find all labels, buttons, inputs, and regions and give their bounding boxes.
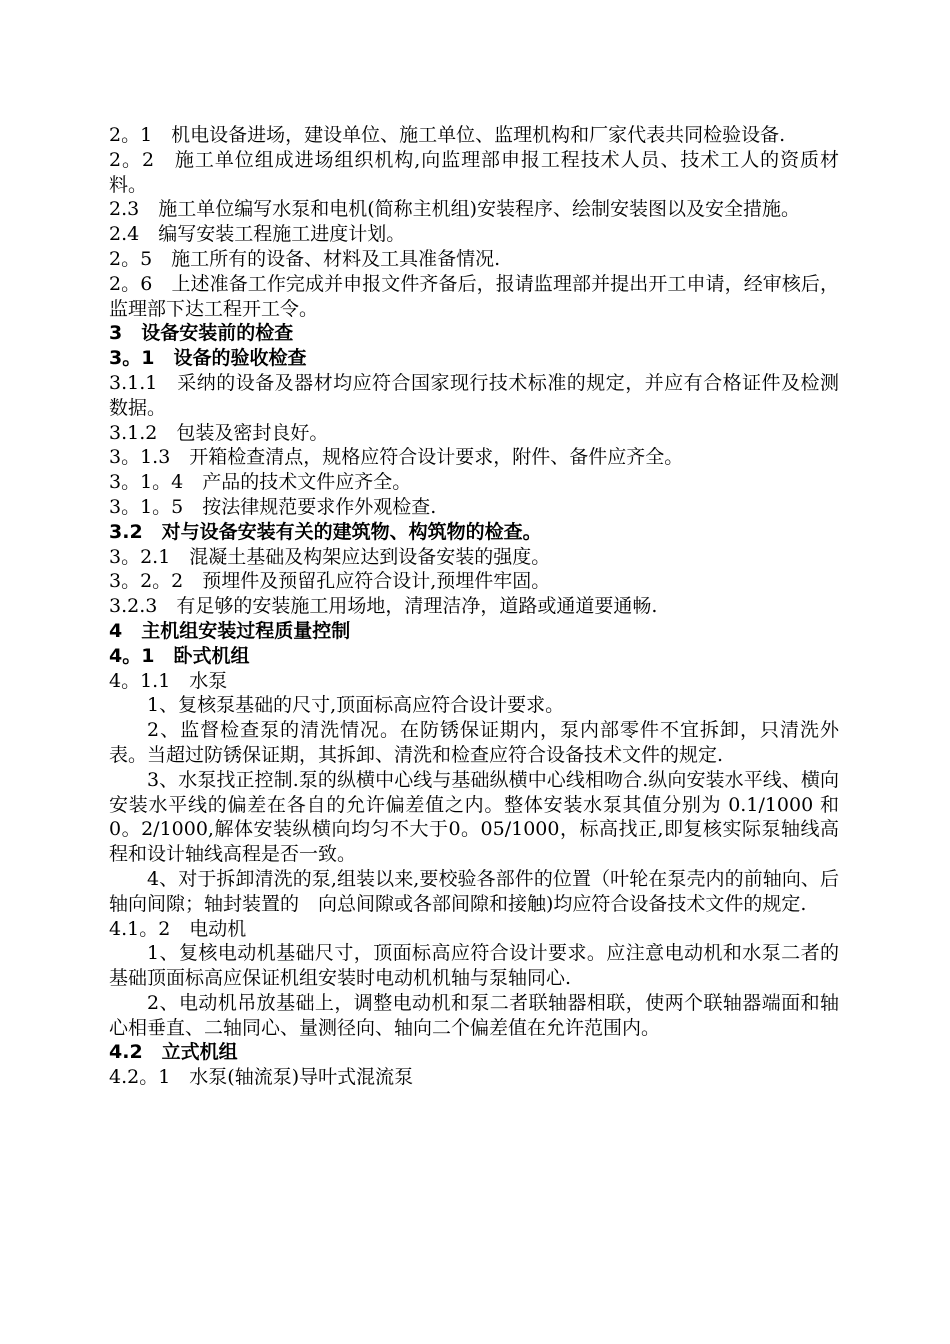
paragraph: 3.2 对与设备安装有关的建筑物、构筑物的检查。 [109,520,542,543]
paragraph: 3。1。5 按法律规范要求作外观检查. [109,495,437,518]
paragraph: 2。5 施工所有的设备、材料及工具准备情况. [109,247,501,270]
paragraph: 2.3 施工单位编写水泵和电机(简称主机组)安装程序、绘制安装图以及安全措施。 [109,198,801,221]
paragraph: 2、电动机吊放基础上，调整电动机和泵二者联轴器相联，使两个联轴器端面和轴心相垂直、二轴同心、量测径向、轴向二个偏差值在允许范围内。 [109,991,839,1039]
paragraph: 3。2.1 混凝土基础及构架应达到设备安装的强度。 [109,545,551,568]
paragraph: 3。1。4 产品的技术文件应齐全。 [109,471,412,494]
paragraph: 1、复核电动机基础尺寸，顶面标高应符合设计要求。应注意电动机和水泵二者的基础顶面标高应保证机组安装时电动机机轴与泵轴同心. [109,942,839,990]
paragraph: 4。1.1 水泵 [109,669,228,692]
paragraph: 2。2 施工单位组成进场组织机构,向监理部申报工程技术人员、技术工人的资质材料。 [109,148,839,196]
paragraph: 3 设备安装前的检查 [109,322,294,345]
paragraph: 3.2.3 有足够的安装施工用场地，清理洁净，道路或通道要通畅. [109,595,658,618]
document-body [109,123,839,1090]
paragraph: 3.1.1 采纳的设备及器材均应符合国家现行技术标准的规定，并应有合格证件及检测数据。 [109,371,839,419]
paragraph: 3。2。2 预埋件及预留孔应符合设计,预埋件牢固。 [109,570,551,593]
paragraph: 3.1.2 包装及密封良好。 [109,421,329,444]
paragraph: 1、复核泵基础的尺寸,顶面标高应符合设计要求。 [147,694,565,717]
paragraph: 3。1.3 开箱检查清点，规格应符合设计要求，附件、备件应齐全。 [109,446,684,469]
paragraph: 2.4 编写安装工程施工进度计划。 [109,223,406,246]
paragraph: 2。6 上述准备工作完成并申报文件齐备后，报请监理部并提出开工申请，经审核后，监理部下达工程开工令。 [109,272,839,320]
paragraph: 3。1 设备的验收检查 [109,347,307,370]
paragraph: 4.2 立式机组 [109,1041,238,1064]
paragraph: 4、对于拆卸清洗的泵,组装以来,要校验各部件的位置（叶轮在泵壳内的前轴向、后轴向间隙；轴封装置的 向总间隙或各部间隙和接触)均应符合设备技术文件的规定. [109,867,839,915]
paragraph: 4。1 卧式机组 [109,644,250,667]
paragraph: 4 主机组安装过程质量控制 [109,619,351,642]
paragraph: 2。1 机电设备进场，建设单位、施工单位、监理机构和厂家代表共同检验设备. [109,124,786,146]
paragraph: 4.1。2 电动机 [109,917,247,940]
paragraph: 3、水泵找正控制.泵的纵横中心线与基础纵横中心线相吻合.纵向安装水平线、横向安装水平线的偏差在各自的允许偏差值之内。整体安装水泵其值分别为 0.1/1000 和 0。2/1000,解体安装纵横向均匀不大于0。05/1000，标高找正,即复核实际泵轴线高程和设计轴线高程是否一致。 [109,768,839,866]
paragraph: 2、监督检查泵的清洗情况。在防锈保证期内，泵内部零件不宜拆卸，只清洗外表。当超过防锈保证期，其拆卸、清洗和检查应符合设备技术文件的规定. [109,719,839,766]
paragraph: 4.2。1 水泵(轴流泵)导叶式混流泵 [109,1066,414,1089]
